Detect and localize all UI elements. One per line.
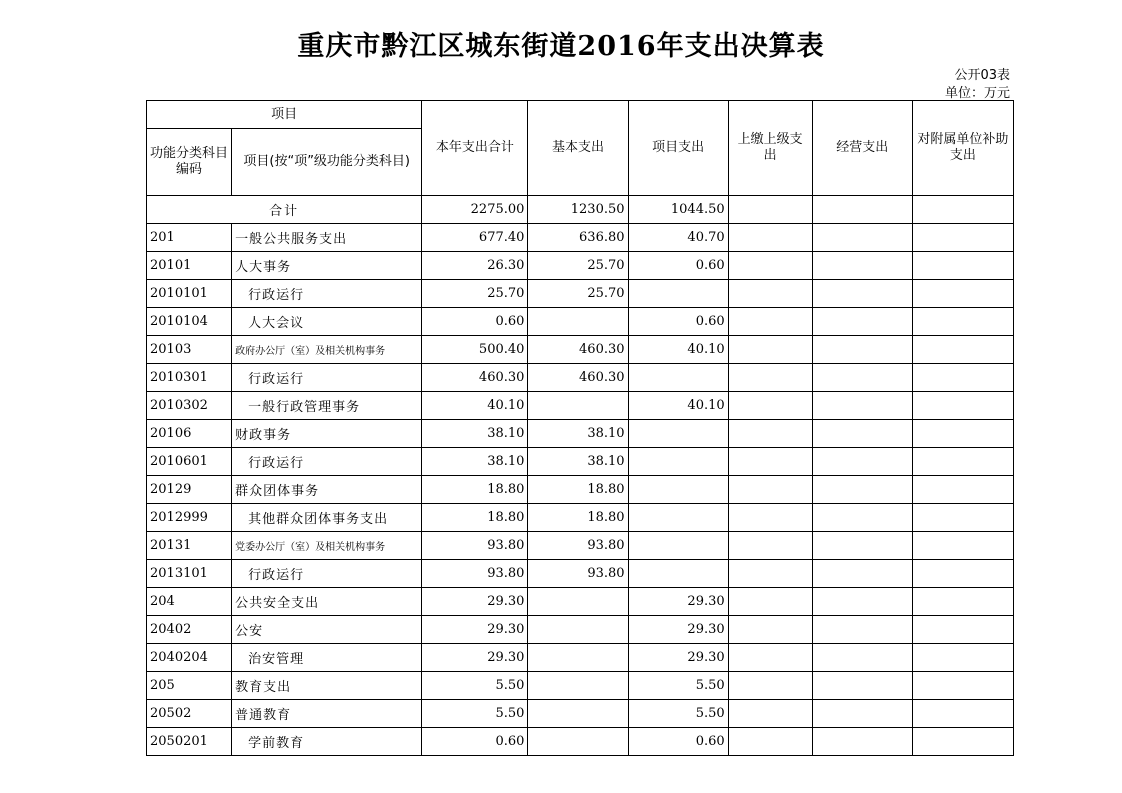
row-subsidy <box>912 420 1013 448</box>
table-row <box>147 588 1014 616</box>
row-code: 20106 <box>147 420 232 448</box>
row-project: 29.30 <box>628 616 728 644</box>
row-business <box>812 336 912 364</box>
row-business <box>812 616 912 644</box>
row-subsidy <box>912 392 1013 420</box>
header-upper: 上缴上级支出 <box>728 101 812 196</box>
row-basic: 38.10 <box>528 420 628 448</box>
total-upper <box>728 196 812 224</box>
row-code: 205 <box>147 672 232 700</box>
row-total: 40.10 <box>422 392 528 420</box>
row-basic: 18.80 <box>528 476 628 504</box>
row-subsidy <box>912 336 1013 364</box>
row-code: 2050201 <box>147 728 232 756</box>
row-project <box>628 280 728 308</box>
row-subsidy <box>912 644 1013 672</box>
row-basic: 25.70 <box>528 252 628 280</box>
row-upper <box>728 532 812 560</box>
row-business <box>812 476 912 504</box>
header-project: 项目支出 <box>628 101 728 196</box>
row-total: 38.10 <box>422 420 528 448</box>
row-project <box>628 476 728 504</box>
row-name: 教育支出 <box>232 672 422 700</box>
row-basic: 636.80 <box>528 224 628 252</box>
row-name: 人大会议 <box>232 308 422 336</box>
row-subsidy <box>912 280 1013 308</box>
row-project: 0.60 <box>628 728 728 756</box>
row-project <box>628 364 728 392</box>
row-upper <box>728 700 812 728</box>
expenditure-table <box>146 100 1014 756</box>
row-code: 2010601 <box>147 448 232 476</box>
row-business <box>812 700 912 728</box>
row-basic: 93.80 <box>528 532 628 560</box>
row-upper <box>728 392 812 420</box>
row-total: 5.50 <box>422 672 528 700</box>
row-project: 5.50 <box>628 672 728 700</box>
row-project <box>628 448 728 476</box>
row-basic <box>528 728 628 756</box>
header-subsidy: 对附属单位补助支出 <box>912 101 1013 196</box>
row-code: 20103 <box>147 336 232 364</box>
row-subsidy <box>912 476 1013 504</box>
page-title: 重庆市黔江区城东街道2016年支出决算表 <box>297 31 825 62</box>
row-code: 201 <box>147 224 232 252</box>
table-body <box>147 196 1014 756</box>
row-name: 人大事务 <box>232 252 422 280</box>
row-upper <box>728 476 812 504</box>
row-business <box>812 644 912 672</box>
total-sum: 2275.00 <box>422 196 528 224</box>
table-row <box>147 364 1014 392</box>
row-project <box>628 504 728 532</box>
row-business <box>812 504 912 532</box>
row-name: 行政运行 <box>232 364 422 392</box>
table-header <box>147 101 1014 196</box>
total-business <box>812 196 912 224</box>
row-subsidy <box>912 252 1013 280</box>
table-row <box>147 420 1014 448</box>
row-total: 5.50 <box>422 700 528 728</box>
row-name: 一般公共服务支出 <box>232 224 422 252</box>
table-row <box>147 728 1014 756</box>
row-subsidy <box>912 672 1013 700</box>
row-upper <box>728 728 812 756</box>
row-upper <box>728 336 812 364</box>
row-upper <box>728 616 812 644</box>
table-row <box>147 448 1014 476</box>
row-name: 学前教育 <box>232 728 422 756</box>
table-row <box>147 308 1014 336</box>
row-subsidy <box>912 504 1013 532</box>
table-row <box>147 616 1014 644</box>
row-total: 38.10 <box>422 448 528 476</box>
row-name: 政府办公厅（室）及相关机构事务 <box>232 336 422 364</box>
row-total: 0.60 <box>422 728 528 756</box>
row-total: 29.30 <box>422 588 528 616</box>
row-upper <box>728 280 812 308</box>
row-basic <box>528 588 628 616</box>
row-basic: 25.70 <box>528 280 628 308</box>
table-row <box>147 392 1014 420</box>
row-total: 500.40 <box>422 336 528 364</box>
row-code: 20129 <box>147 476 232 504</box>
table-row <box>147 280 1014 308</box>
row-business <box>812 420 912 448</box>
row-upper <box>728 448 812 476</box>
row-project: 0.60 <box>628 308 728 336</box>
row-code: 20502 <box>147 700 232 728</box>
total-label: 合计 <box>147 196 422 224</box>
row-business <box>812 532 912 560</box>
table-row <box>147 504 1014 532</box>
row-project: 40.70 <box>628 224 728 252</box>
row-project <box>628 420 728 448</box>
row-business <box>812 560 912 588</box>
row-project <box>628 560 728 588</box>
row-total: 460.30 <box>422 364 528 392</box>
row-basic <box>528 392 628 420</box>
row-basic <box>528 700 628 728</box>
row-business <box>812 364 912 392</box>
total-subsidy <box>912 196 1013 224</box>
row-total: 677.40 <box>422 224 528 252</box>
table-row <box>147 644 1014 672</box>
row-name: 普通教育 <box>232 700 422 728</box>
row-upper <box>728 504 812 532</box>
row-project: 29.30 <box>628 644 728 672</box>
row-business <box>812 308 912 336</box>
row-name: 行政运行 <box>232 448 422 476</box>
row-business <box>812 252 912 280</box>
unit-label: 单位：万元 <box>944 86 1010 101</box>
row-total: 29.30 <box>422 616 528 644</box>
row-upper <box>728 420 812 448</box>
row-name: 财政事务 <box>232 420 422 448</box>
row-upper <box>728 560 812 588</box>
row-upper <box>728 308 812 336</box>
row-subsidy <box>912 364 1013 392</box>
table-row <box>147 672 1014 700</box>
row-total: 25.70 <box>422 280 528 308</box>
table-code-label: 公开03表 <box>954 68 1010 83</box>
row-project: 0.60 <box>628 252 728 280</box>
row-code: 2010104 <box>147 308 232 336</box>
row-business <box>812 392 912 420</box>
table-row <box>147 252 1014 280</box>
row-code: 2012999 <box>147 504 232 532</box>
row-basic: 460.30 <box>528 336 628 364</box>
row-code: 2010302 <box>147 392 232 420</box>
row-total: 0.60 <box>422 308 528 336</box>
row-name: 行政运行 <box>232 560 422 588</box>
row-total: 29.30 <box>422 644 528 672</box>
row-name: 行政运行 <box>232 280 422 308</box>
row-project: 40.10 <box>628 336 728 364</box>
table-row <box>147 532 1014 560</box>
row-project <box>628 532 728 560</box>
row-business <box>812 280 912 308</box>
row-upper <box>728 224 812 252</box>
row-subsidy <box>912 700 1013 728</box>
header-project-group: 项目 <box>147 101 422 129</box>
row-code: 2040204 <box>147 644 232 672</box>
row-project: 5.50 <box>628 700 728 728</box>
row-name: 党委办公厅（室）及相关机构事务 <box>232 532 422 560</box>
row-code: 20402 <box>147 616 232 644</box>
row-business <box>812 588 912 616</box>
row-total: 18.80 <box>422 504 528 532</box>
table-row <box>147 336 1014 364</box>
row-upper <box>728 588 812 616</box>
row-code: 2013101 <box>147 560 232 588</box>
total-row <box>147 196 1014 224</box>
row-business <box>812 224 912 252</box>
row-basic <box>528 616 628 644</box>
total-project: 1044.50 <box>628 196 728 224</box>
row-subsidy <box>912 308 1013 336</box>
table-row <box>147 700 1014 728</box>
row-upper <box>728 252 812 280</box>
row-code: 2010101 <box>147 280 232 308</box>
row-name: 一般行政管理事务 <box>232 392 422 420</box>
row-name: 公安 <box>232 616 422 644</box>
row-name: 治安管理 <box>232 644 422 672</box>
row-subsidy <box>912 728 1013 756</box>
row-basic <box>528 644 628 672</box>
row-upper <box>728 364 812 392</box>
row-basic: 18.80 <box>528 504 628 532</box>
row-code: 204 <box>147 588 232 616</box>
table-row <box>147 224 1014 252</box>
row-subsidy <box>912 224 1013 252</box>
row-basic <box>528 308 628 336</box>
row-code: 20131 <box>147 532 232 560</box>
row-business <box>812 448 912 476</box>
row-upper <box>728 644 812 672</box>
row-name: 其他群众团体事务支出 <box>232 504 422 532</box>
row-business <box>812 672 912 700</box>
row-subsidy <box>912 616 1013 644</box>
header-total: 本年支出合计 <box>422 101 528 196</box>
header-code: 功能分类科目编码 <box>147 129 232 196</box>
row-total: 18.80 <box>422 476 528 504</box>
header-basic: 基本支出 <box>528 101 628 196</box>
row-total: 93.80 <box>422 560 528 588</box>
row-subsidy <box>912 532 1013 560</box>
row-subsidy <box>912 448 1013 476</box>
header-business: 经营支出 <box>812 101 912 196</box>
row-project: 40.10 <box>628 392 728 420</box>
row-code: 20101 <box>147 252 232 280</box>
table-row <box>147 476 1014 504</box>
row-basic: 460.30 <box>528 364 628 392</box>
row-code: 2010301 <box>147 364 232 392</box>
row-name: 群众团体事务 <box>232 476 422 504</box>
table-row <box>147 560 1014 588</box>
row-name: 公共安全支出 <box>232 588 422 616</box>
row-business <box>812 728 912 756</box>
total-basic: 1230.50 <box>528 196 628 224</box>
row-subsidy <box>912 560 1013 588</box>
row-basic <box>528 672 628 700</box>
row-subsidy <box>912 588 1013 616</box>
header-name: 项目(按“项”级功能分类科目) <box>232 129 422 196</box>
row-total: 93.80 <box>422 532 528 560</box>
row-project: 29.30 <box>628 588 728 616</box>
row-total: 26.30 <box>422 252 528 280</box>
row-basic: 38.10 <box>528 448 628 476</box>
row-upper <box>728 672 812 700</box>
row-basic: 93.80 <box>528 560 628 588</box>
